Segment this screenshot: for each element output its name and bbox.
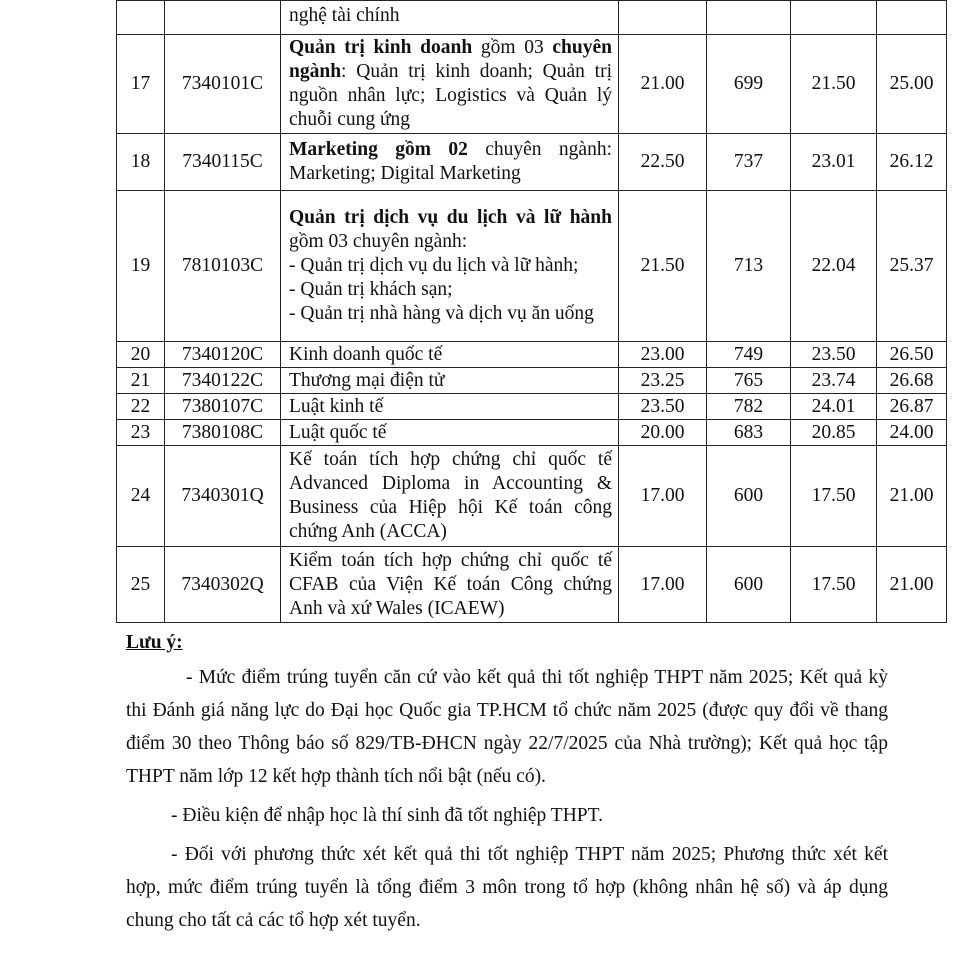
table-row (117, 191, 947, 342)
program-name-cell: Marketing gồm 02 chuyên ngành: Marketing; Digital Marketing (281, 134, 619, 191)
code-cell: 7340101C (165, 35, 281, 134)
score-cell: 737 (707, 134, 791, 191)
score-cell: 713 (707, 191, 791, 342)
stt-cell: 23 (117, 420, 165, 446)
code-cell: 7380108C (165, 420, 281, 446)
note-paragraph: - Mức điểm trúng tuyển căn cứ vào kết quả thi tốt nghiệp THPT năm 2025; Kết quả kỳ thi Đánh giá năng lực do Đại học Quốc gia TP.HCM tổ chức năm 2025 (được quy đổi về thang điểm 30 theo Thông báo số 829/TB-ĐHCN ngày 22/7/2025 của Nhà trường); Kết quả học tập THPT năm lớp 12 kết hợp thành tích nổi bật (nếu có). (126, 667, 888, 787)
score-cell: 21.50 (619, 191, 707, 342)
score-cell: 24.01 (791, 394, 877, 420)
score-cell: 683 (707, 420, 791, 446)
score-cell: 24.00 (877, 420, 947, 446)
code-cell (165, 1, 281, 35)
table-row (117, 394, 947, 420)
score-cell: 21.00 (877, 547, 947, 623)
score-cell: 765 (707, 368, 791, 394)
program-name-cell: Kinh doanh quốc tế (281, 342, 619, 368)
table-row (117, 420, 947, 446)
note-paragraph: - Đối với phương thức xét kết quả thi tốt nghiệp THPT năm 2025; Phương thức xét kết hợp, mức điểm trúng tuyển là tổng điểm 3 môn trong tổ hợp (không nhân hệ số) và áp dụng chung cho tất cả các tổ hợp xét tuyển. (126, 844, 888, 931)
score-cell: 22.04 (791, 191, 877, 342)
table-row (117, 446, 947, 547)
program-name-cell: Quản trị dịch vụ du lịch và lữ hành gồm 03 chuyên ngành: - Quản trị dịch vụ du lịch và lữ hành; - Quản trị khách sạn; - Quản trị nhà hàng và dịch vụ ăn uống (281, 191, 619, 342)
score-cell: 23.50 (619, 394, 707, 420)
score-cell: 26.12 (877, 134, 947, 191)
score-cell: 21.50 (791, 35, 877, 134)
score-cell: 23.01 (791, 134, 877, 191)
score-cell: 749 (707, 342, 791, 368)
code-cell: 7340115C (165, 134, 281, 191)
score-cell: 25.37 (877, 191, 947, 342)
table-row (117, 368, 947, 394)
score-cell: 699 (707, 35, 791, 134)
code-cell: 7340301Q (165, 446, 281, 547)
notes-title: Lưu ý: (126, 632, 183, 653)
table-row (117, 342, 947, 368)
program-name-cell: Kế toán tích hợp chứng chỉ quốc tế Advanced Diploma in Accounting & Business của Hiệp hội Kế toán công chứng Anh (ACCA) (281, 446, 619, 547)
stt-cell: 22 (117, 394, 165, 420)
stt-cell: 19 (117, 191, 165, 342)
score-cell: 23.50 (791, 342, 877, 368)
score-cell: 17.00 (619, 446, 707, 547)
notes-section (126, 626, 888, 937)
program-name-cell: Quản trị kinh doanh gồm 03 chuyên ngành: Quản trị kinh doanh; Quản trị nguồn nhân lực; Logistics và Quản lý chuỗi cung ứng (281, 35, 619, 134)
table-row (117, 547, 947, 623)
program-name-cell (281, 1, 619, 35)
score-cell: 17.00 (619, 547, 707, 623)
program-name-cell: Kiểm toán tích hợp chứng chỉ quốc tế CFAB của Viện Kế toán Công chứng Anh và xứ Wales (ICAEW) (281, 547, 619, 623)
program-name-cell: Luật kinh tế (281, 394, 619, 420)
score-cell: 26.87 (877, 394, 947, 420)
score-cell: 25.00 (877, 35, 947, 134)
code-cell: 7340120C (165, 342, 281, 368)
table-row-partial (117, 1, 947, 35)
program-name-cell: Thương mại điện tử (281, 368, 619, 394)
score-cell: 782 (707, 394, 791, 420)
score-cell: 26.68 (877, 368, 947, 394)
stt-cell: 24 (117, 446, 165, 547)
stt-cell: 25 (117, 547, 165, 623)
score-cell: 17.50 (791, 547, 877, 623)
score-cell: 23.25 (619, 368, 707, 394)
score-cell: 20.00 (619, 420, 707, 446)
score-cell: 600 (707, 547, 791, 623)
stt-cell: 17 (117, 35, 165, 134)
score-cell: 21.00 (877, 446, 947, 547)
table-row (117, 35, 947, 134)
stt-cell: 18 (117, 134, 165, 191)
score-cell: 26.50 (877, 342, 947, 368)
score-cell: 21.00 (619, 35, 707, 134)
score-cell: 23.00 (619, 342, 707, 368)
program-name-cell: Luật quốc tế (281, 420, 619, 446)
admission-score-table (116, 0, 947, 623)
score-cell: 20.85 (791, 420, 877, 446)
code-cell: 7380107C (165, 394, 281, 420)
score-cell: 600 (707, 446, 791, 547)
table-row (117, 134, 947, 191)
code-cell: 7340302Q (165, 547, 281, 623)
stt-cell (117, 1, 165, 35)
score-cell: 22.50 (619, 134, 707, 191)
note-paragraph: - Điều kiện để nhập học là thí sinh đã tốt nghiệp THPT. (171, 805, 603, 826)
stt-cell: 20 (117, 342, 165, 368)
score-cell: 23.74 (791, 368, 877, 394)
code-cell: 7340122C (165, 368, 281, 394)
program-name: nghệ tài chính (289, 5, 400, 26)
code-cell: 7810103C (165, 191, 281, 342)
stt-cell: 21 (117, 368, 165, 394)
score-cell: 17.50 (791, 446, 877, 547)
